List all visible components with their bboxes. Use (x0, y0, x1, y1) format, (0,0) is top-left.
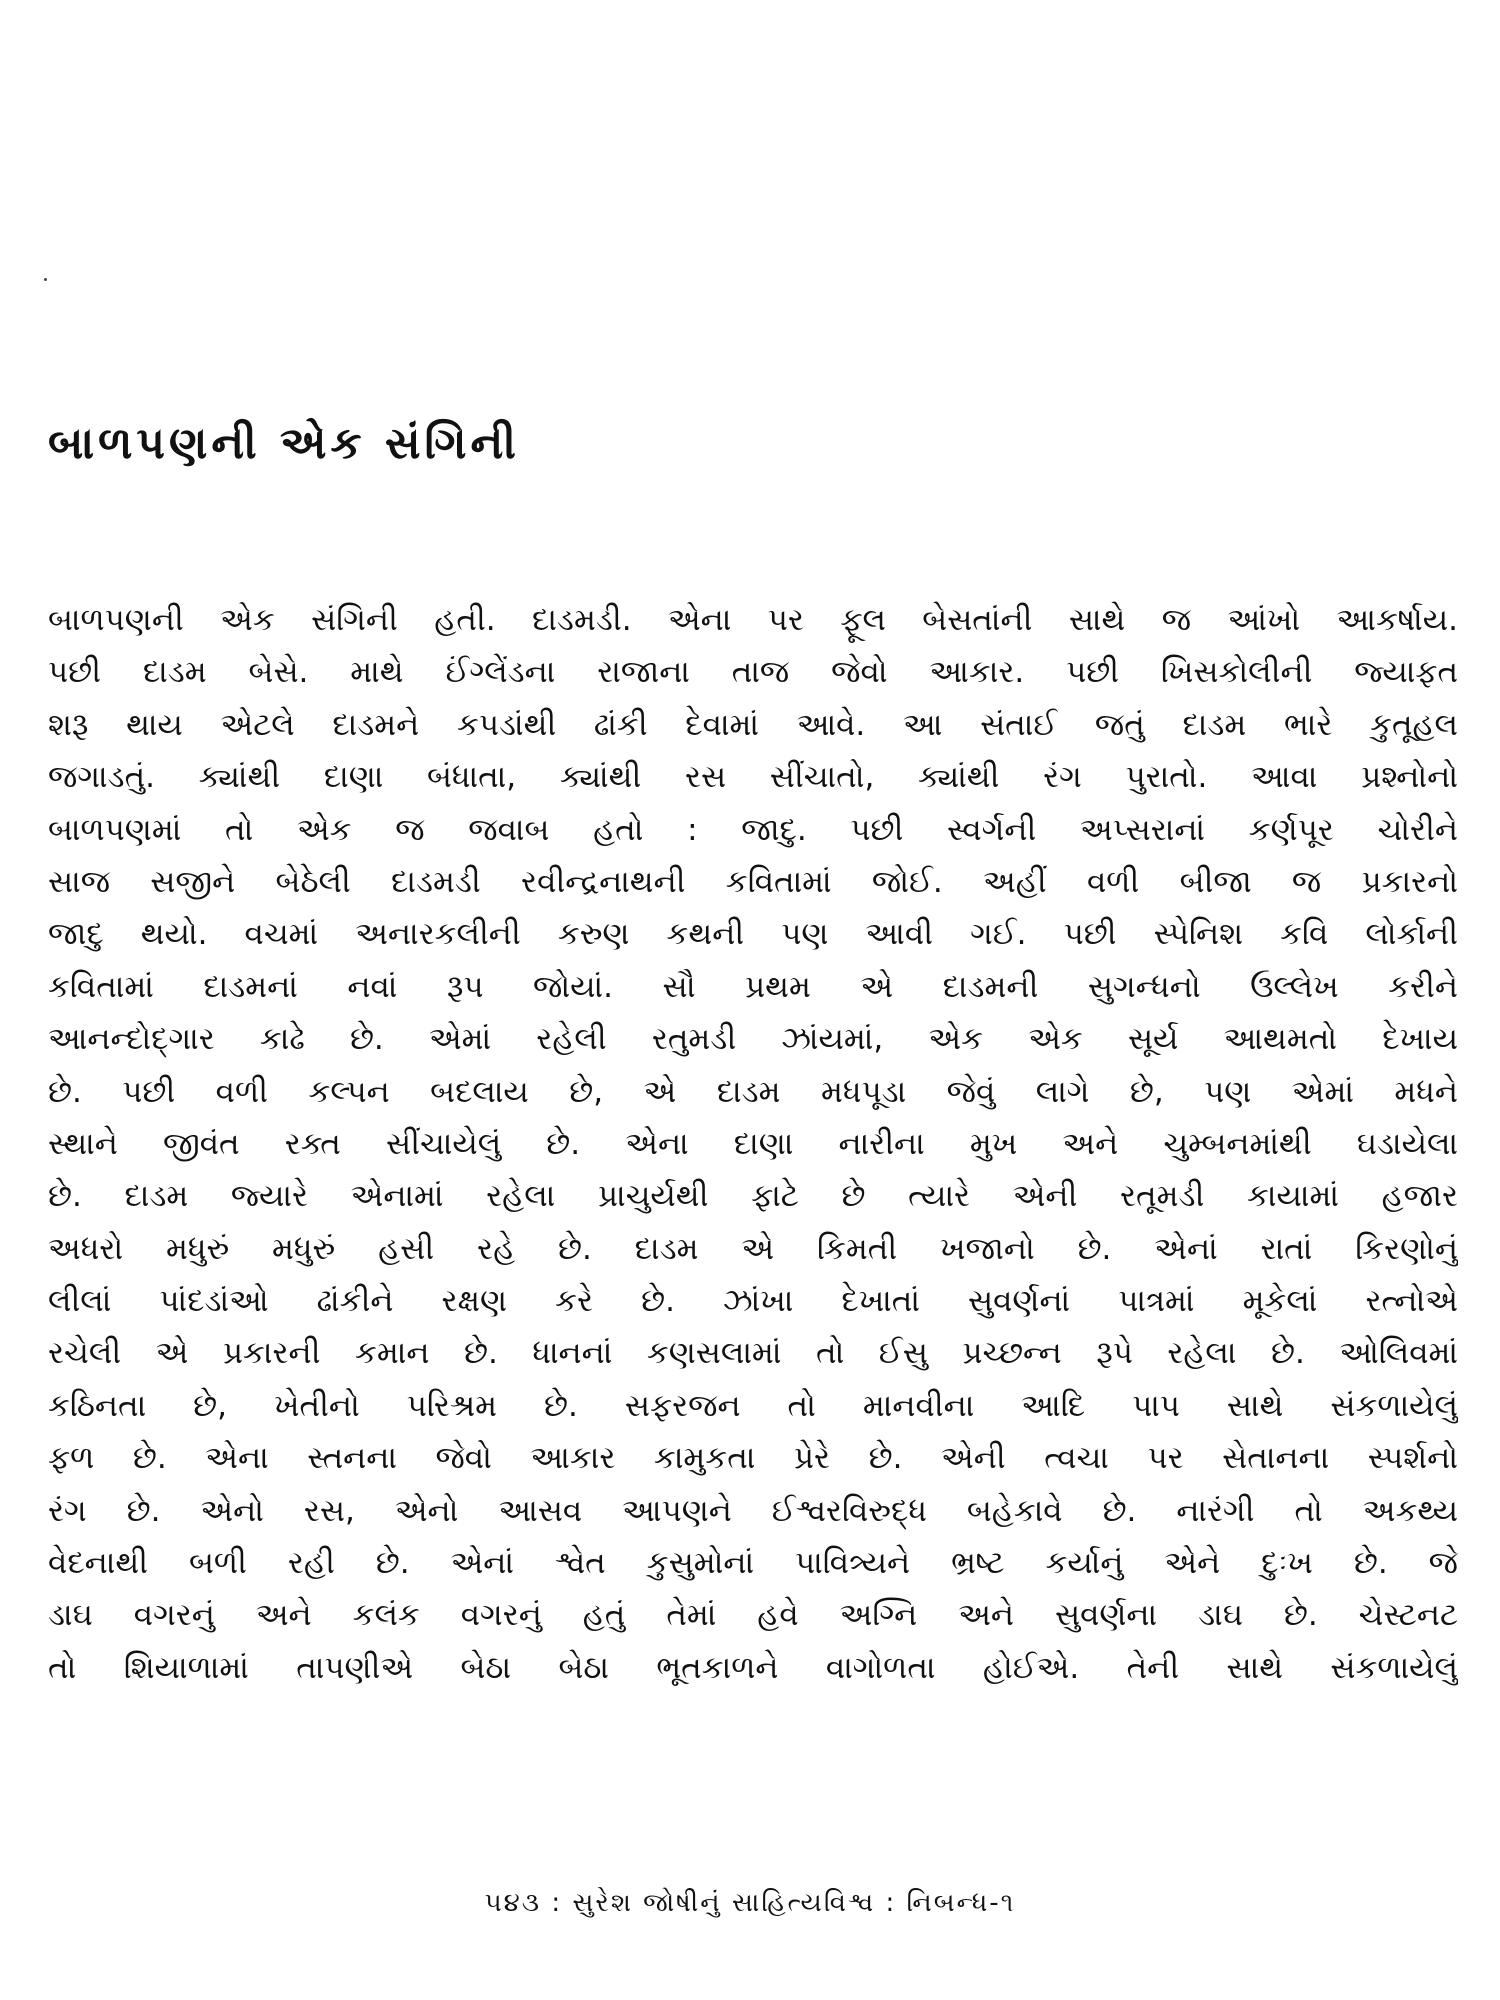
body-line: સાજ સજીને બેઠેલી દાડમડી રવીન્દ્રનાથની કવિતામાં જોઈ. અહીં વળી બીજા જ પ્રકારનો (48, 863, 1458, 900)
body-line: સ્થાને જીવંત રક્ત સીંચાયેલું છે. એના દાણા નારીના મુખ અને ચુમ્બનમાંથી ઘડાયેલા (48, 1125, 1458, 1162)
body-line: રચેલી એ પ્રકારની કમાન છે. ધાનનાં કણસલામાં તો ઈસુ પ્રચ્છન્ન રૂપે રહેલા છે. ઓલિવમાં (48, 1335, 1458, 1372)
page-footer: ૫૪૩ : સુરેશ જોષીનું સાહિત્યવિશ્વ : નિબન્ધ-૧ (484, 1888, 1016, 1918)
body-line: બાળપણમાં તો એક જ જવાબ હતો : જાદુ. પછી સ્વર્ગની અપ્સરાનાં કર્ણપૂર ચોરીને (48, 811, 1458, 848)
body-line: જગાડતું. ક્યાંથી દાણા બંધાતા, ક્યાંથી રસ સીંચાતો, ક્યાંથી રંગ પુરાતો. આવા પ્રશ્નોનો (48, 759, 1458, 796)
body-line: રંગ છે. એનો રસ, એનો આસવ આપણને ઈશ્વરવિરુદ્ધ બહેકાવે છે. નારંગી તો અકથ્ય (48, 1492, 1458, 1529)
body-line: છે. દાડમ જ્યારે એનામાં રહેલા પ્રાચુર્યથી ફાટે છે ત્યારે એની રતૂમડી કાયામાં હજાર (48, 1178, 1458, 1215)
body-line: કઠિનતા છે, ખેતીનો પરિશ્રમ છે. સફરજન તો માનવીના આદિ પાપ સાથે સંકળાયેલું (48, 1387, 1458, 1424)
essay-title: બાળપણની એક સંગિની (48, 418, 520, 469)
body-line: પછી દાડમ બેસે. માથે ઈંગ્લેંડના રાજાના તાજ જેવો આકાર. પછી ખિસકોલીની જ્યાફત (48, 654, 1458, 691)
body-line: આનન્દોદ્ગાર કાઢે છે. એમાં રહેલી રતુમડી ઝાંયમાં, એક એક સૂર્ય આથમતો દેખાય (48, 1021, 1458, 1058)
body-line: વેદનાથી બળી રહી છે. એનાં શ્વેત કુસુમોનાં પાવિત્ર્યને ભ્રષ્ટ કર્યાનું એને દુઃખ છે. જે (48, 1545, 1458, 1582)
body-line: બાળપણની એક સંગિની હતી. દાડમડી. એના પર ફૂલ બેસતાંની સાથે જ આંખો આકર્ષાય. (48, 602, 1458, 638)
essay-body (48, 594, 1458, 1694)
body-line: અધરો મધુરું મધુરું હસી રહે છે. દાડમ એ કિમતી ખજાનો છે. એનાં રાતાં કિરણોનું (48, 1230, 1458, 1267)
scan-speck (44, 278, 47, 281)
body-line: તો શિયાળામાં તાપણીએ બેઠા બેઠા ભૂતકાળને વાગોળતા હોઈએ. તેની સાથે સંકળાયેલું (48, 1649, 1458, 1686)
body-line: ડાઘ વગરનું અને કલંક વગરનું હતું તેમાં હવે અગ્નિ અને સુવર્ણના ડાઘ છે. ચેસ્ટનટ (48, 1597, 1458, 1634)
body-line: કવિતામાં દાડમનાં નવાં રૂપ જોયાં. સૌ પ્રથમ એ દાડમની સુગન્ધનો ઉલ્લેખ કરીને (48, 968, 1458, 1005)
body-line: છે. પછી વળી કલ્પન બદલાય છે, એ દાડમ મધપૂડા જેવું લાગે છે, પણ એમાં મધને (48, 1073, 1458, 1110)
body-line: શરૂ થાય એટલે દાડમને કપડાંથી ઢાંકી દેવામાં આવે. આ સંતાઈ જતું દાડમ ભારે કુતૂહલ (48, 706, 1458, 743)
body-line: જાદુ થયો. વચમાં અનારકલીની કરુણ કથની પણ આવી ગઈ. પછી સ્પેનિશ કવિ લોર્કાની (48, 916, 1458, 953)
body-line: ફળ છે. એના સ્તનના જેવો આકાર કામુકતા પ્રેરે છે. એની ત્વચા પર સેતાનના સ્પર્શનો (48, 1440, 1458, 1477)
body-line: લીલાં પાંદડાંઓ ઢાંકીને રક્ષણ કરે છે. ઝાંખા દેખાતાં સુવર્ણનાં પાત્રમાં મૂકેલાં રત્નોએ (48, 1283, 1458, 1320)
